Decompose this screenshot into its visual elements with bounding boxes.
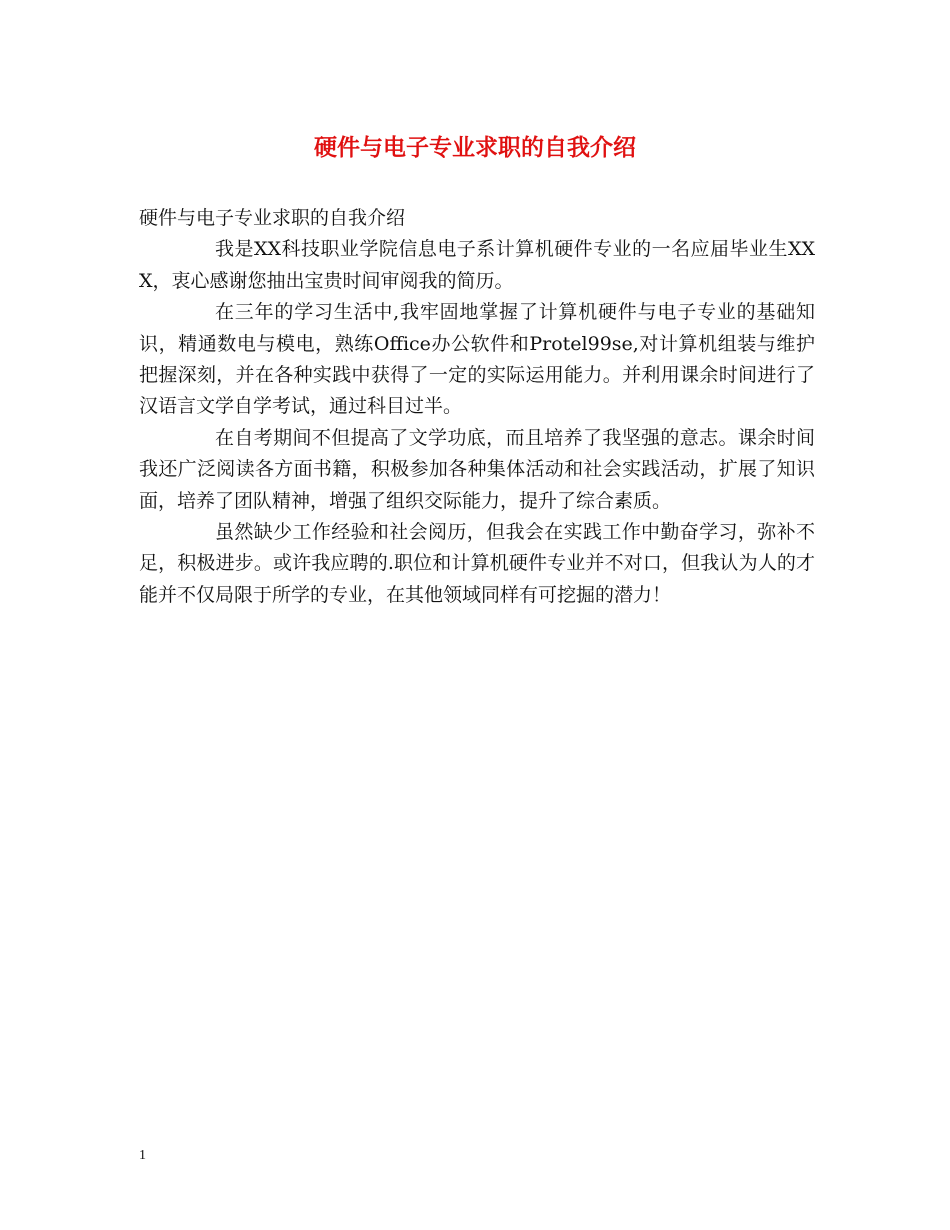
- document-body: [139, 203, 815, 611]
- paragraph-intro: 我是XX科技职业学院信息电子系计算机硬件专业的一名应届毕业生XXX，衷心感谢您抽出宝贵时间审阅我的简历。: [139, 238, 815, 292]
- document-subtitle: 硬件与电子专业求职的自我介绍: [139, 207, 406, 229]
- page-number: 1: [139, 1148, 146, 1163]
- paragraph-self-study: 在自考期间不但提高了文学功底，而且培养了我坚强的意志。课余时间我还广泛阅读各方面书籍，积极参加各种集体活动和社会实践活动，扩展了知识面，培养了团队精神，增强了组织交际能力，提升了综合素质。: [139, 426, 815, 512]
- paragraph-study: 在三年的学习生活中,我牢固地掌握了计算机硬件与电子专业的基础知识，精通数电与模电，熟练Office办公软件和Protel99se,对计算机组装与维护把握深刻，并在各种实践中获得了一定的实际运用能力。并利用课余时间进行了汉语言文学自学考试，通过科目过半。: [139, 301, 815, 418]
- paragraph-closing: 虽然缺少工作经验和社会阅历，但我会在实践工作中勤奋学习，弥补不足，积极进步。或许我应聘的.职位和计算机硬件专业并不对口，但我认为人的才能并不仅局限于所学的专业，在其他领域同样有可挖掘的潜力！: [139, 521, 815, 606]
- document-title: 硬件与电子专业求职的自我介绍: [314, 134, 636, 161]
